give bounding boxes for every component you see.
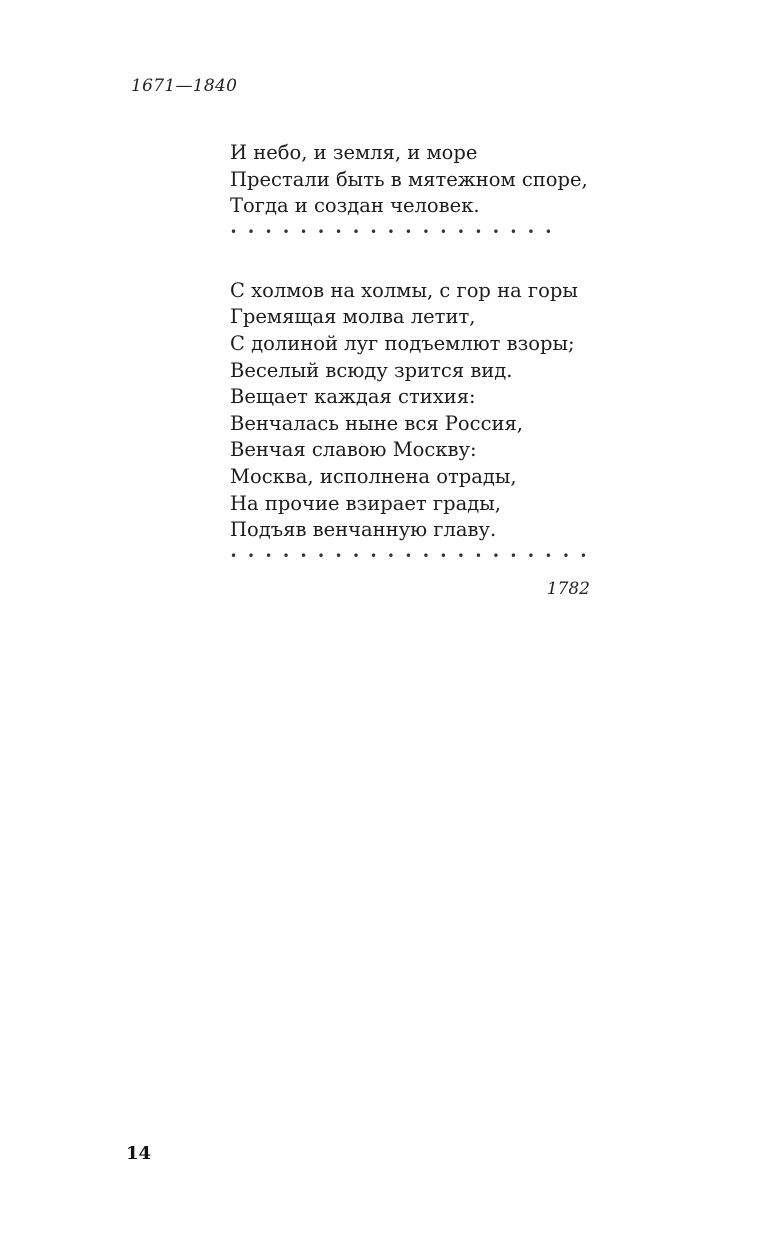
omission-dots: • • • • • • • • • • • • • • • • • • • • • xyxy=(230,548,591,563)
verse-line: И небо, и земля, и море xyxy=(230,141,478,164)
verse-line: Венчалась ныне вся Россия, xyxy=(230,411,523,435)
page-number: 14 xyxy=(126,1143,152,1164)
verse-line: Веселый всюду зрится вид. xyxy=(230,358,513,382)
verse-line: С холмов на холмы, с гор на горы xyxy=(230,278,578,302)
verse-line: Москва, исполнена отрады, xyxy=(230,464,517,488)
verse-line: Гремящая молва летит, xyxy=(230,305,476,329)
omission-dots: • • • • • • • • • • • • • • • • • • • xyxy=(230,224,556,239)
running-header: 1671—1840 xyxy=(131,76,238,96)
verse-line: Венчая славою Москву: xyxy=(230,438,477,462)
stanza xyxy=(230,140,630,238)
stanza xyxy=(230,278,630,562)
poem xyxy=(230,140,630,562)
verse-line: Вещает каждая стихия: xyxy=(230,385,476,409)
verse-line: Престали быть в мятежном споре, xyxy=(230,167,588,191)
verse-line: С долиной луг подъемлют взоры; xyxy=(230,331,575,355)
verse-line: Подъяв венчанную главу. xyxy=(230,518,497,542)
verse-line: На прочие взирает грады, xyxy=(230,491,501,515)
poem-date: 1782 xyxy=(546,579,590,599)
verse-line: Тогда и создан человек. xyxy=(230,194,480,218)
